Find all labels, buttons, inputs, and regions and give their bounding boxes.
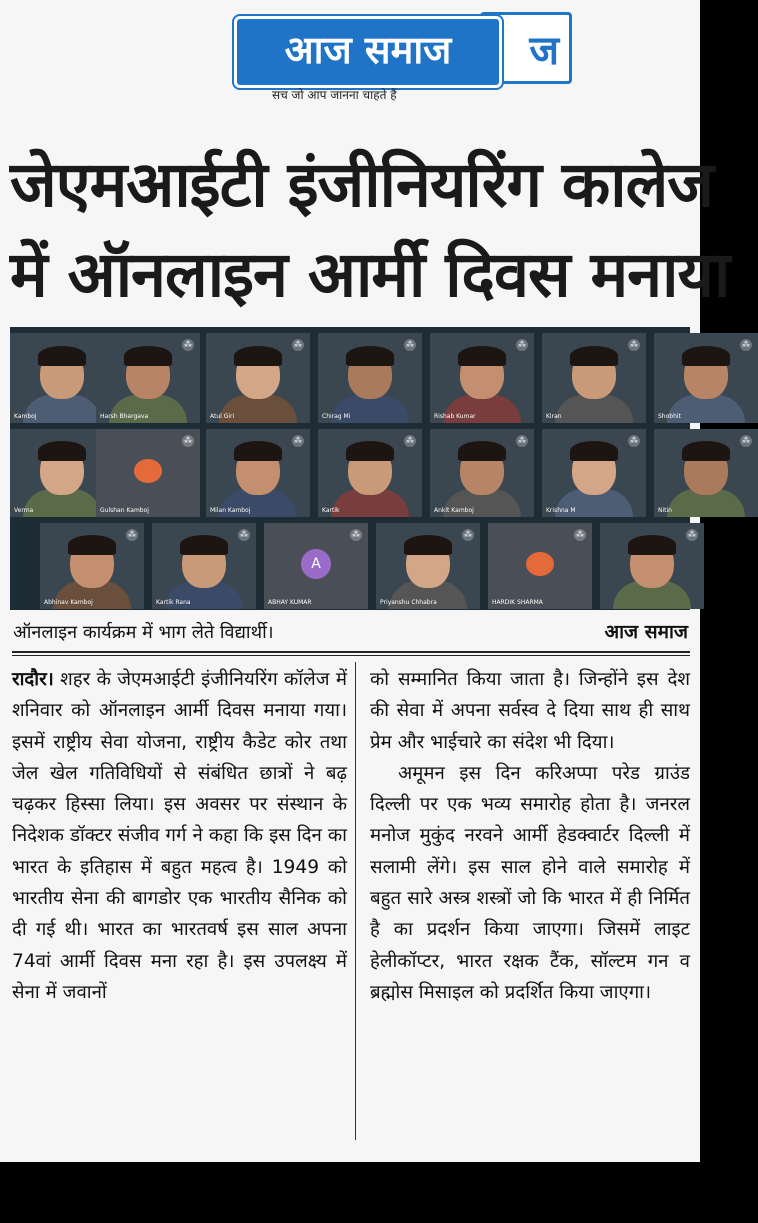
column-separator xyxy=(355,662,356,1140)
participant-name: Kartik Rana xyxy=(156,599,191,606)
participant-hair xyxy=(682,346,730,366)
participant-name: Abhinav Kamboj xyxy=(44,599,93,606)
participant-hair xyxy=(234,441,282,461)
participant-tile xyxy=(96,429,200,517)
participant-logo xyxy=(526,552,554,576)
participant-name: Atul Giri xyxy=(210,413,235,420)
mic-off-icon: ⁂ xyxy=(294,436,302,445)
participant-avatar: A xyxy=(301,549,331,579)
participant-hair xyxy=(234,346,282,366)
participant-body xyxy=(555,395,633,423)
participant-hair xyxy=(68,535,116,555)
photo-credit: आज समाज xyxy=(604,621,688,643)
participant-name: Kamboj xyxy=(14,413,37,420)
participant-name: Kartik xyxy=(322,507,340,514)
participant-hair xyxy=(570,441,618,461)
dateline: रादौर। xyxy=(12,669,54,690)
masthead-logo: आज समाज xyxy=(234,16,502,88)
participant-tile xyxy=(542,333,646,423)
masthead-tagline: सच जो आप जानना चाहते हैं xyxy=(272,88,397,102)
mic-off-icon: ⁂ xyxy=(184,340,192,349)
participant-tile xyxy=(488,523,592,609)
mic-off-icon: ⁂ xyxy=(406,340,414,349)
article-paragraph-2: अमूमन इस दिन करिअप्पा परेड ग्राउंड दिल्ली पर एक भव्य समारोह होता है। जनरल मनोज मुकुंद नरवने आर्मी हेडक्वार्टर दिल्ली में सलामी लेंगे। इस साल होने वाले समारोह में बहुत सारे अस्त्र शस्त्रों जो कि भारत में ही निर्मित है का प्रदर्शन किया जाएगा। जिसमें लाइट हेलीकॉप्टर, भारत रक्षक टैंक, सॉल्टम गन व ब्रह्मोस मिसाइल को प्रदर्शित किया जाएगा। xyxy=(370,762,690,1003)
mic-off-icon: ⁂ xyxy=(128,530,136,539)
mic-off-icon: ⁂ xyxy=(464,530,472,539)
participant-tile xyxy=(654,333,758,423)
headline xyxy=(10,140,730,320)
participant-tile xyxy=(318,429,422,517)
mic-off-icon: ⁂ xyxy=(630,340,638,349)
mic-off-icon: ⁂ xyxy=(688,530,696,539)
mic-off-icon: ⁂ xyxy=(630,436,638,445)
participant-name: Kiran xyxy=(546,413,562,420)
masthead xyxy=(232,6,592,108)
participant-name: Nitin xyxy=(658,507,672,514)
participant-tile xyxy=(600,523,704,609)
mic-off-icon: ⁂ xyxy=(518,436,526,445)
mic-off-icon: ⁂ xyxy=(240,530,248,539)
participant-hair xyxy=(180,535,228,555)
participant-name: Priyanshu Chhabra xyxy=(380,599,437,606)
article-text-left: शहर के जेएमआईटी इंजीनियरिंग कॉलेज में शनिवार को ऑनलाइन आर्मी दिवस मनाया गया। इसमें राष्ट्रीय सेवा योजना, राष्ट्रीय कैडेट कोर तथा जेल खेल गतिविधियों से संबंधित छात्रों ने बढ़ चढ़कर हिस्सा लिया। इस अवसर पर संस्थान के निदेशक डॉक्टर संजीव गर्ग ने कहा कि इस दिन का भारत के इतिहास में बहुत महत्व है। 1949 को भारतीय सेना की बागडोर एक भारतीय सैनिक को दी गई थी। भारत का भारतवर्ष इस साल अपना 74वां आर्मी दिवस मना रहा है। इस उपलक्ष्य में सेना में जवानों xyxy=(12,669,347,1003)
headline-line-2: में ऑनलाइन आर्मी दिवस मनाया xyxy=(10,238,730,311)
participant-hair xyxy=(346,346,394,366)
participant-name: Chirag Mi xyxy=(322,413,351,420)
photo-caption: ऑनलाइन कार्यक्रम में भाग लेते विद्यार्थी। xyxy=(13,622,274,643)
participant-name: Milan Kamboj xyxy=(210,507,251,514)
participant-tile xyxy=(430,333,534,423)
caption-rule xyxy=(12,651,690,653)
participant-logo xyxy=(134,459,162,483)
caption-rule-thin xyxy=(12,655,690,656)
participant-tile xyxy=(40,523,144,609)
article-column-right xyxy=(370,664,690,1008)
participant-hair xyxy=(38,346,86,366)
participant-tile xyxy=(206,333,310,423)
mic-off-icon: ⁂ xyxy=(352,530,360,539)
mic-off-icon: ⁂ xyxy=(406,436,414,445)
participant-name: ABHAY KUMAR xyxy=(268,599,312,606)
participant-name: Verma xyxy=(14,507,34,514)
video-call-photo xyxy=(10,327,750,610)
participant-tile xyxy=(152,523,256,609)
participant-hair xyxy=(404,535,452,555)
participant-hair xyxy=(458,441,506,461)
headline-line-1: जेएमआईटी इंजीनियरिंग कालेज xyxy=(10,148,714,221)
participant-name: HARDIK SHARMA xyxy=(492,599,543,606)
participant-tile xyxy=(376,523,480,609)
mic-off-icon: ⁂ xyxy=(576,530,584,539)
participant-name: Krishna M xyxy=(546,507,576,514)
participant-tile xyxy=(318,333,422,423)
participant-hair xyxy=(38,441,86,461)
participant-hair xyxy=(346,441,394,461)
mic-off-icon: ⁂ xyxy=(294,340,302,349)
article-paragraph xyxy=(12,664,347,1008)
mic-off-icon: ⁂ xyxy=(184,436,192,445)
participant-tile xyxy=(654,429,758,517)
mic-off-icon: ⁂ xyxy=(742,340,750,349)
participant-name: Rishab Kumar xyxy=(434,413,476,420)
participant-hair xyxy=(124,346,172,366)
participant-name: Ankit Kamboj xyxy=(434,507,474,514)
participant-name: Shobhit xyxy=(658,413,681,420)
participant-tile xyxy=(264,523,368,609)
masthead-back-panel: ज xyxy=(480,12,572,84)
mic-off-icon: ⁂ xyxy=(742,436,750,445)
mic-off-icon: ⁂ xyxy=(518,340,526,349)
participant-hair xyxy=(628,535,676,555)
participant-tile xyxy=(542,429,646,517)
article-paragraph-1: को सम्मानित किया जाता है। जिन्होंने इस देश की सेवा में अपना सर्वस्व दे दिया साथ ही साथ प्रेम और भाईचारे का संदेश भी दिया। xyxy=(370,669,690,753)
participant-hair xyxy=(682,441,730,461)
participant-tile xyxy=(430,429,534,517)
article-column-left xyxy=(12,664,347,1008)
participant-tile xyxy=(206,429,310,517)
participant-tile xyxy=(96,333,200,423)
participant-name: Gulshan Kamboj xyxy=(100,507,149,514)
participant-hair xyxy=(458,346,506,366)
participant-hair xyxy=(570,346,618,366)
participant-name: Harsh Bhargava xyxy=(100,413,149,420)
